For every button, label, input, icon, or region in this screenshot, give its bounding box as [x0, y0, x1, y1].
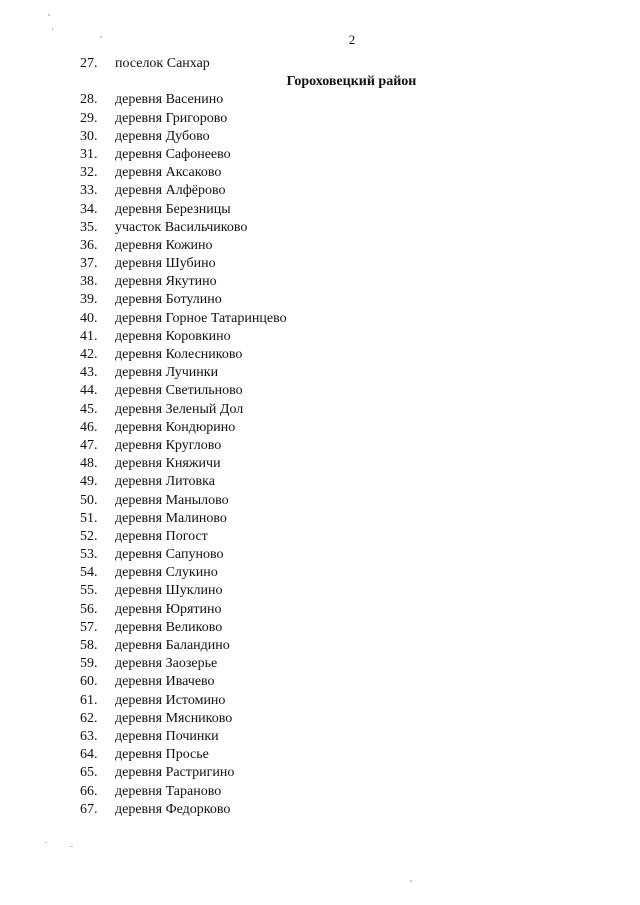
item-number: 30. — [80, 128, 98, 144]
item-number: 27. — [80, 56, 98, 71]
item-number: 43. — [80, 365, 98, 381]
section-heading: Гороховецкий район — [286, 74, 417, 90]
item-name: деревня Березницы — [115, 201, 231, 217]
item-number: 32. — [80, 165, 98, 181]
item-name: деревня Алфёрово — [115, 183, 226, 199]
item-number: 41. — [80, 328, 98, 344]
item-name: деревня Сафонеево — [115, 146, 231, 162]
list-item — [0, 582, 640, 600]
item-number: 47. — [80, 437, 98, 453]
item-name: деревня Тараново — [115, 783, 222, 799]
item-number: 50. — [80, 492, 98, 508]
list-item — [0, 637, 640, 655]
list-item — [0, 673, 640, 691]
item-number: 34. — [80, 201, 98, 217]
item-number: 58. — [80, 638, 98, 653]
scan-speck — [45, 842, 47, 843]
item-name: деревня Погост — [115, 528, 208, 544]
list-item — [0, 255, 640, 273]
item-name: деревня Баландино — [115, 638, 230, 653]
item-name: деревня Великово — [115, 619, 223, 635]
item-number: 51. — [80, 510, 98, 526]
item-number: 66. — [80, 783, 98, 799]
item-number: 48. — [80, 456, 98, 472]
item-name: деревня Аксаково — [115, 165, 222, 181]
list-item — [0, 655, 640, 673]
item-name: деревня Горное Татаринцево — [115, 310, 287, 326]
list-item — [0, 328, 640, 346]
item-name: поселок Санхар — [115, 56, 210, 71]
list-item — [0, 201, 640, 219]
item-number: 65. — [80, 765, 98, 781]
item-number: 59. — [80, 656, 98, 672]
list-item — [0, 710, 640, 728]
list-item — [0, 237, 640, 255]
item-name: участок Васильчиково — [115, 219, 248, 235]
list-item — [0, 91, 640, 109]
item-number: 31. — [80, 146, 98, 162]
list-item — [0, 164, 640, 182]
item-name: деревня Слукино — [115, 565, 218, 581]
item-number: 45. — [80, 401, 98, 417]
item-name: деревня Растригино — [115, 765, 235, 781]
item-number: 52. — [80, 528, 98, 544]
list-item — [0, 801, 640, 819]
item-number: 42. — [80, 347, 98, 362]
list-item — [0, 110, 640, 128]
item-number: 67. — [80, 801, 98, 817]
list-item — [0, 728, 640, 746]
item-number: 53. — [80, 547, 98, 563]
page-number: 2 — [348, 32, 356, 47]
item-name: деревня Васенино — [115, 92, 224, 108]
item-number: 64. — [80, 747, 98, 763]
list-item — [0, 692, 640, 710]
list-item — [0, 473, 640, 491]
list-item — [0, 492, 640, 510]
item-number: 46. — [80, 419, 98, 435]
item-number: 61. — [80, 692, 98, 708]
list-item — [0, 601, 640, 619]
scan-speck — [70, 846, 73, 847]
item-number: 55. — [80, 583, 98, 599]
list-item — [0, 364, 640, 382]
list-item — [0, 310, 640, 328]
item-name: деревня Шубино — [115, 256, 216, 272]
list-item — [0, 346, 640, 364]
item-name: деревня Якутино — [115, 274, 217, 290]
item-name: деревня Манылово — [115, 492, 229, 508]
item-number: 62. — [80, 710, 98, 726]
item-number: 49. — [80, 474, 98, 490]
item-number: 63. — [80, 728, 98, 744]
list-item — [0, 764, 640, 782]
item-number: 33. — [80, 183, 98, 199]
list-item — [0, 401, 640, 419]
list-item — [0, 510, 640, 528]
item-name: деревня Литовка — [115, 474, 215, 490]
item-name: деревня Дубово — [115, 128, 210, 144]
item-number: 57. — [80, 619, 98, 635]
item-number: 40. — [80, 310, 98, 326]
item-name: деревня Зеленый Дол — [115, 401, 244, 417]
item-number: 36. — [80, 237, 98, 253]
settlement-list — [0, 55, 640, 819]
list-item — [0, 128, 640, 146]
list-item — [0, 382, 640, 400]
item-name: деревня Заозерье — [115, 656, 218, 672]
item-name: деревня Лучинки — [115, 365, 219, 381]
item-number: 60. — [80, 674, 98, 690]
item-name: деревня Ботулино — [115, 292, 222, 308]
item-number: 39. — [80, 292, 98, 308]
list-item — [0, 273, 640, 291]
list-item — [0, 419, 640, 437]
item-name: деревня Починки — [115, 728, 219, 744]
item-number: 38. — [80, 274, 98, 290]
item-number: 56. — [80, 601, 98, 617]
list-item — [0, 619, 640, 637]
list-item — [0, 437, 640, 455]
item-name: деревня Круглово — [115, 437, 222, 453]
item-name: деревня Малиново — [115, 510, 227, 526]
item-name: деревня Ивачево — [115, 674, 215, 690]
item-name: деревня Кондюрино — [115, 419, 236, 435]
list-item — [0, 55, 640, 73]
list-item — [0, 219, 640, 237]
item-name: деревня Колесниково — [115, 347, 243, 362]
item-number: 35. — [80, 219, 98, 235]
item-name: деревня Просье — [115, 747, 209, 763]
list-item — [0, 528, 640, 546]
list-item — [0, 564, 640, 582]
item-name: деревня Мясниково — [115, 710, 233, 726]
item-number: 37. — [80, 256, 98, 272]
list-item — [0, 146, 640, 164]
item-name: деревня Княжичи — [115, 456, 221, 472]
item-name: деревня Истомино — [115, 692, 226, 708]
item-name: деревня Кожино — [115, 237, 213, 253]
item-name: деревня Федорково — [115, 801, 231, 817]
item-name: деревня Сапуново — [115, 547, 224, 563]
item-number: 28. — [80, 92, 98, 108]
item-number: 29. — [80, 110, 98, 126]
item-name: деревня Коровкино — [115, 328, 231, 344]
item-name: деревня Светильново — [115, 383, 243, 399]
item-name: деревня Григорово — [115, 110, 228, 126]
list-item — [0, 291, 640, 309]
item-name: деревня Юрятино — [115, 601, 222, 617]
item-number: 54. — [80, 565, 98, 581]
item-number: 44. — [80, 383, 98, 399]
scan-speck — [48, 14, 50, 16]
list-item — [0, 455, 640, 473]
list-item — [0, 746, 640, 764]
scan-speck — [410, 880, 412, 882]
list-item — [0, 546, 640, 564]
list-item — [0, 783, 640, 801]
scan-speck — [52, 28, 53, 31]
list-item — [0, 182, 640, 200]
item-name: деревня Шуклино — [115, 583, 223, 599]
